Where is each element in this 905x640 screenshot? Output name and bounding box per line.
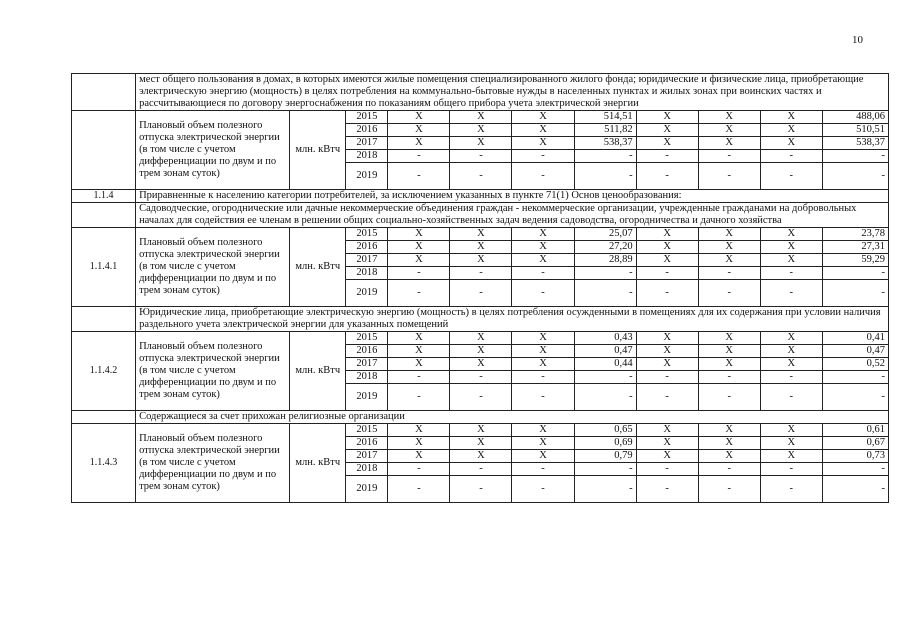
section-row — [72, 190, 889, 203]
value-cell: X — [512, 358, 574, 371]
year-cell: 2016 — [346, 124, 388, 137]
value-cell: 25,07 — [574, 228, 636, 241]
value-cell: - — [512, 163, 574, 190]
value-cell: - — [698, 371, 760, 384]
value-cell: X — [698, 450, 760, 463]
year-cell: 2017 — [346, 358, 388, 371]
value-cell: X — [450, 358, 512, 371]
year-cell: 2019 — [346, 476, 388, 503]
value-cell: - — [450, 163, 512, 190]
value-cell: - — [388, 371, 450, 384]
value-cell: - — [822, 163, 888, 190]
value-cell: X — [388, 437, 450, 450]
value-cell: 27,20 — [574, 241, 636, 254]
value-cell: - — [760, 463, 822, 476]
value-cell: X — [450, 345, 512, 358]
value-cell: X — [698, 345, 760, 358]
year-cell: 2018 — [346, 371, 388, 384]
value-cell: X — [636, 437, 698, 450]
value-cell: X — [698, 111, 760, 124]
value-cell: X — [388, 111, 450, 124]
value-cell: X — [760, 241, 822, 254]
value-cell: - — [760, 267, 822, 280]
value-cell: X — [698, 241, 760, 254]
year-cell: 2016 — [346, 437, 388, 450]
value-cell: 0,79 — [574, 450, 636, 463]
value-cell: X — [760, 254, 822, 267]
value-cell: - — [388, 476, 450, 503]
value-cell: - — [698, 384, 760, 411]
value-cell: - — [760, 371, 822, 384]
value-cell: 538,37 — [822, 137, 888, 150]
value-cell: X — [450, 124, 512, 137]
table-row — [72, 111, 889, 124]
value-cell: - — [450, 280, 512, 307]
value-cell: X — [636, 358, 698, 371]
value-cell: - — [822, 150, 888, 163]
sub_2-unit: млн. кВтч — [290, 332, 346, 411]
sub_1-number — [72, 203, 136, 228]
value-cell: X — [512, 450, 574, 463]
value-cell: X — [388, 358, 450, 371]
value-cell: - — [698, 150, 760, 163]
value-cell: 0,47 — [822, 345, 888, 358]
value-cell: - — [512, 384, 574, 411]
value-cell: - — [450, 267, 512, 280]
value-cell: - — [574, 280, 636, 307]
sub_1-header-row — [72, 203, 889, 228]
value-cell: - — [450, 463, 512, 476]
table-body — [72, 74, 889, 503]
value-cell: - — [760, 150, 822, 163]
value-cell: - — [388, 280, 450, 307]
year-cell: 2017 — [346, 254, 388, 267]
value-cell: - — [760, 163, 822, 190]
value-cell: X — [636, 124, 698, 137]
value-cell: - — [388, 463, 450, 476]
value-cell: - — [698, 463, 760, 476]
year-cell: 2016 — [346, 345, 388, 358]
value-cell: 0,73 — [822, 450, 888, 463]
value-cell: - — [636, 384, 698, 411]
year-cell: 2018 — [346, 150, 388, 163]
sub_2-number — [72, 307, 136, 332]
value-cell: X — [388, 345, 450, 358]
value-cell: X — [760, 124, 822, 137]
value-cell: 0,69 — [574, 437, 636, 450]
value-cell: 28,89 — [574, 254, 636, 267]
value-cell: - — [574, 150, 636, 163]
value-cell: X — [698, 332, 760, 345]
sub_3-header: Содержащиеся за счет прихожан религиозные организации — [136, 411, 889, 424]
value-cell: X — [760, 424, 822, 437]
value-cell: X — [760, 332, 822, 345]
sub_2-header-row — [72, 307, 889, 332]
value-cell: X — [636, 241, 698, 254]
value-cell: X — [760, 137, 822, 150]
value-cell: X — [760, 111, 822, 124]
value-cell: 59,29 — [822, 254, 888, 267]
value-cell: - — [512, 476, 574, 503]
value-cell: X — [512, 241, 574, 254]
value-cell: - — [698, 280, 760, 307]
sub_1-number: 1.1.4.1 — [72, 228, 136, 307]
value-cell: X — [388, 124, 450, 137]
year-cell: 2018 — [346, 267, 388, 280]
value-cell: X — [636, 424, 698, 437]
value-cell: 510,51 — [822, 124, 888, 137]
page-number: 10 — [852, 34, 863, 46]
value-cell: X — [512, 228, 574, 241]
value-cell: - — [512, 371, 574, 384]
value-cell: - — [760, 476, 822, 503]
value-cell: - — [574, 476, 636, 503]
value-cell: - — [450, 371, 512, 384]
value-cell: X — [698, 254, 760, 267]
value-cell: 488,06 — [822, 111, 888, 124]
value-cell: - — [512, 463, 574, 476]
value-cell: 0,67 — [822, 437, 888, 450]
table-row — [72, 332, 889, 345]
value-cell: X — [388, 137, 450, 150]
table-row — [72, 424, 889, 437]
year-cell: 2015 — [346, 228, 388, 241]
intro-number — [72, 111, 136, 190]
intro-unit: млн. кВтч — [290, 111, 346, 190]
value-cell: - — [636, 476, 698, 503]
value-cell: - — [574, 384, 636, 411]
value-cell: X — [636, 450, 698, 463]
sub_3-number: 1.1.4.3 — [72, 424, 136, 503]
value-cell: X — [636, 345, 698, 358]
value-cell: - — [822, 280, 888, 307]
value-cell: X — [388, 228, 450, 241]
value-cell: - — [636, 163, 698, 190]
year-cell: 2019 — [346, 280, 388, 307]
value-cell: - — [636, 280, 698, 307]
section-title: Приравненные к населению категории потребителей, за исключением указанных в пункте 71(1) Основ ценообразования: — [136, 190, 889, 203]
value-cell: X — [636, 137, 698, 150]
sub_2-number: 1.1.4.2 — [72, 332, 136, 411]
value-cell: X — [698, 424, 760, 437]
tariff-table — [71, 73, 889, 503]
value-cell: 0,61 — [822, 424, 888, 437]
value-cell: X — [698, 124, 760, 137]
year-cell: 2017 — [346, 137, 388, 150]
year-cell: 2017 — [346, 450, 388, 463]
value-cell: X — [450, 111, 512, 124]
value-cell: X — [388, 450, 450, 463]
value-cell: X — [450, 228, 512, 241]
intro-header: мест общего пользования в домах, в которых имеются жилые помещения специализированного жилого фонда; юридические и физические лица, приобретающие электрическую энергию (мощность) в целях потребления на коммунально-бытовые нужды в населенных пунктах и жилых зонах при воинских частях и рассчитывающиеся по договору энергоснабжения по показаниям общего прибора учета электрической энергии — [136, 74, 889, 111]
value-cell: - — [760, 280, 822, 307]
sub_1-indicator: Плановый объем полезного отпуска электрической энергии (в том числе с учетом дифференциации по двум и по трем зонам суток) — [136, 228, 290, 307]
value-cell: X — [450, 437, 512, 450]
value-cell: - — [822, 463, 888, 476]
year-cell: 2018 — [346, 463, 388, 476]
value-cell: - — [574, 371, 636, 384]
value-cell: X — [512, 332, 574, 345]
value-cell: 538,37 — [574, 137, 636, 150]
value-cell: X — [698, 437, 760, 450]
value-cell: - — [636, 267, 698, 280]
year-cell: 2016 — [346, 241, 388, 254]
value-cell: X — [698, 137, 760, 150]
value-cell: - — [636, 371, 698, 384]
value-cell: X — [512, 345, 574, 358]
value-cell: X — [450, 332, 512, 345]
value-cell: - — [388, 384, 450, 411]
value-cell: X — [760, 358, 822, 371]
value-cell: 0,65 — [574, 424, 636, 437]
value-cell: - — [698, 476, 760, 503]
value-cell: X — [512, 124, 574, 137]
value-cell: 0,43 — [574, 332, 636, 345]
value-cell: - — [388, 163, 450, 190]
value-cell: X — [760, 345, 822, 358]
value-cell: X — [512, 437, 574, 450]
value-cell: - — [512, 150, 574, 163]
value-cell: - — [574, 267, 636, 280]
value-cell: X — [388, 424, 450, 437]
value-cell: 0,52 — [822, 358, 888, 371]
value-cell: X — [450, 137, 512, 150]
value-cell: X — [512, 424, 574, 437]
value-cell: - — [574, 463, 636, 476]
value-cell: X — [450, 424, 512, 437]
value-cell: X — [450, 254, 512, 267]
sub_2-indicator: Плановый объем полезного отпуска электрической энергии (в том числе с учетом дифференциации по двум и по трем зонам суток) — [136, 332, 290, 411]
sub_3-indicator: Плановый объем полезного отпуска электрической энергии (в том числе с учетом дифференциации по двум и по трем зонам суток) — [136, 424, 290, 503]
value-cell: - — [636, 150, 698, 163]
sub_3-number — [72, 411, 136, 424]
value-cell: X — [698, 358, 760, 371]
sub_1-header: Садоводческие, огороднические или дачные некоммерческие объединения граждан - некоммерческие организации, учрежденные гражданами на добровольных началах для содействия ее членам в решении общих социально-хозяйственных задач ведения садоводства, огородничества и дачного хозяйства — [136, 203, 889, 228]
value-cell: 0,47 — [574, 345, 636, 358]
sub_2-header: Юридические лица, приобретающие электрическую энергию (мощность) в целях потребления осужденными в помещениях для их содержания при условии наличия раздельного учета электрической энергии для указанных помещений — [136, 307, 889, 332]
value-cell: - — [450, 476, 512, 503]
year-cell: 2019 — [346, 384, 388, 411]
sub_3-unit: млн. кВтч — [290, 424, 346, 503]
value-cell: X — [388, 332, 450, 345]
value-cell: - — [636, 463, 698, 476]
value-cell: 0,41 — [822, 332, 888, 345]
value-cell: - — [512, 267, 574, 280]
sub_3-header-row — [72, 411, 889, 424]
value-cell: - — [698, 267, 760, 280]
value-cell: - — [822, 371, 888, 384]
year-cell: 2015 — [346, 111, 388, 124]
value-cell: X — [698, 228, 760, 241]
year-cell: 2019 — [346, 163, 388, 190]
value-cell: X — [760, 228, 822, 241]
value-cell: - — [822, 384, 888, 411]
value-cell: - — [822, 476, 888, 503]
sub_1-unit: млн. кВтч — [290, 228, 346, 307]
value-cell: X — [512, 137, 574, 150]
value-cell: X — [636, 332, 698, 345]
value-cell: - — [450, 384, 512, 411]
value-cell: X — [388, 241, 450, 254]
year-cell: 2015 — [346, 424, 388, 437]
value-cell: - — [388, 267, 450, 280]
value-cell: X — [450, 241, 512, 254]
value-cell: X — [636, 111, 698, 124]
value-cell: 514,51 — [574, 111, 636, 124]
value-cell: - — [512, 280, 574, 307]
value-cell: - — [450, 150, 512, 163]
value-cell: 27,31 — [822, 241, 888, 254]
intro-number — [72, 74, 136, 111]
year-cell: 2015 — [346, 332, 388, 345]
value-cell: - — [822, 267, 888, 280]
value-cell: 23,78 — [822, 228, 888, 241]
value-cell: X — [512, 254, 574, 267]
table-row — [72, 228, 889, 241]
value-cell: X — [512, 111, 574, 124]
value-cell: - — [760, 384, 822, 411]
value-cell: X — [450, 450, 512, 463]
value-cell: X — [388, 254, 450, 267]
value-cell: - — [698, 163, 760, 190]
value-cell: 511,82 — [574, 124, 636, 137]
value-cell: - — [388, 150, 450, 163]
value-cell: - — [574, 163, 636, 190]
value-cell: X — [636, 228, 698, 241]
value-cell: 0,44 — [574, 358, 636, 371]
value-cell: X — [760, 437, 822, 450]
intro-header-row — [72, 74, 889, 111]
section-number: 1.1.4 — [72, 190, 136, 203]
value-cell: X — [636, 254, 698, 267]
value-cell: X — [760, 450, 822, 463]
intro-indicator: Плановый объем полезного отпуска электрической энергии (в том числе с учетом дифференциации по двум и по трем зонам суток) — [136, 111, 290, 190]
